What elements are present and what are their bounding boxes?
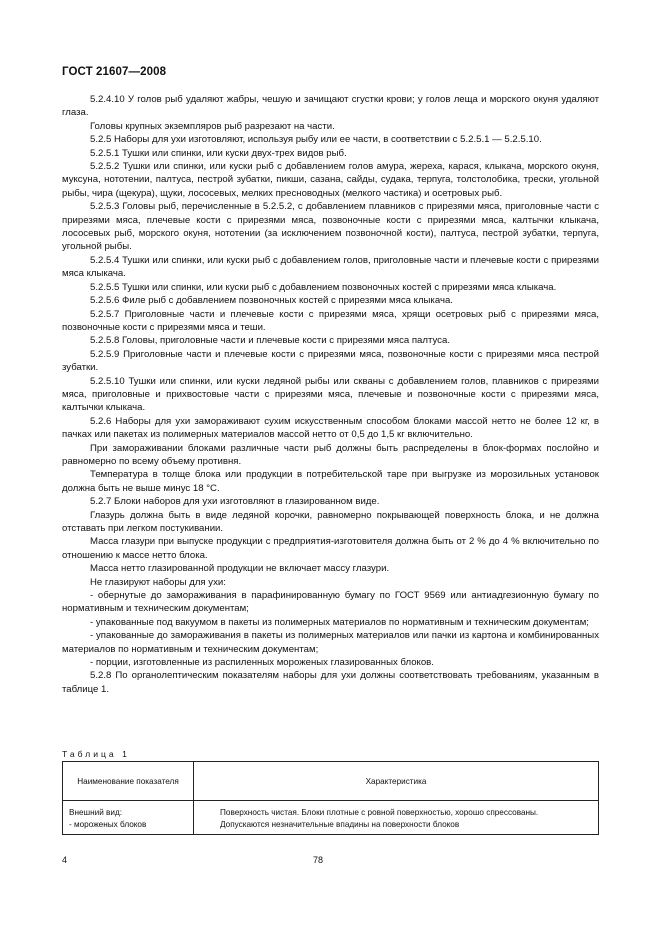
table-caption: Таблица 1	[62, 749, 130, 759]
paragraph: 5.2.5.2 Тушки или спинки, или куски рыб с добавлением голов амура, жереха, карася, клыкача, морского окуня, муксуна, нототении, палтуса, пестрой зубатки, пикши, сазана, сайды, судака, терпуга, толстолобика, трески, угольной рыбы, чира (щекура), щуки, лососевых, мелких пресноводных (мелкого частика) и осетровых рыб.	[62, 161, 599, 199]
paragraph: Глазурь должна быть в виде ледяной корочки, равномерно покрывающей поверхность блока, и не должна отставать при легком постукивании.	[62, 509, 599, 534]
body-text	[62, 93, 599, 696]
paragraph: Масса глазури при выпуске продукции с предприятия-изготовителя должна быть от 2 % до 4 % включительно по отношению к массе нетто блока.	[62, 536, 599, 561]
paragraph: Масса нетто глазированной продукции не включает массу глазури.	[90, 563, 390, 575]
paragraph: 5.2.5.7 Приголовные части и плечевые кости с прирезями мяса, хрящи осетровых рыб с прирезями мяса, позвоночные кости с прирезями мяса и теши.	[62, 308, 599, 333]
paragraph: 5.2.5 Наборы для ухи изготовляют, используя рыбу или ее части, в соответствии с 5.2.5.1 — 5.2.5.10.	[90, 134, 542, 146]
page-number: 78	[313, 855, 324, 865]
table-cell-characteristic	[194, 801, 599, 835]
paragraph: 5.2.5.8 Головы, приголовные части и плечевые кости с прирезями мяса палтуса.	[90, 335, 450, 347]
footer-left-number: 4	[62, 855, 68, 865]
paragraph: 5.2.5.10 Тушки или спинки, или куски ледяной рыбы или скваны с добавлением голов, плавников с прирезями мяса, приголовные и прихвостовые части с прирезями мяса, плечевые и позвоночные кости с прирезями мяса, калтычки клыкача.	[62, 375, 599, 414]
indicator-title: Внешний вид:	[69, 808, 123, 817]
paragraph: 5.2.5.5 Тушки или спинки, или куски рыб с добавлением позвоночных костей с прирезями мяса клыкача.	[90, 281, 557, 293]
paragraph: При замораживании блоками различные части рыб должны быть распределены в блок-формах послойно и равномерно по всему объему противня.	[62, 442, 599, 467]
paragraph: 5.2.7 Блоки наборов для ухи изготовляют в глазированном виде.	[90, 496, 380, 508]
characteristic-text: Поверхность чистая. Блоки плотные с ровной поверхностью, хорошо спрессованы.	[220, 808, 539, 817]
list-item: - упакованные под вакуумом в пакеты из полимерных материалов по нормативным и техническим документам;	[90, 616, 589, 628]
list-item: - порции, изготовленные из распиленных мороженых глазированных блоков.	[90, 657, 434, 669]
list-item: - упакованные до замораживания в пакеты из полимерных материалов или пачки из картона и комбинированных материалов по нормативным и техническим документам;	[62, 630, 599, 655]
indicator-sub: - мороженых блоков	[69, 819, 147, 829]
paragraph: 5.2.4.10 У голов рыб удаляют жабры, чешую и зачищают сгустки крови; у голов леща и морского окуня удаляют глаза.	[62, 94, 599, 119]
paragraph: Головы крупных экземпляров рыб разрезают на части.	[90, 120, 335, 132]
paragraph: 5.2.8 По органолептическим показателям наборы для ухи должны соответствовать требованиям, указанным в таблице 1.	[62, 670, 599, 695]
paragraph: 5.2.5.9 Приголовные части и плечевые кости с прирезями мяса, позвоночные кости с прирезями мяса пестрой зубатки.	[62, 348, 599, 374]
paragraph: 5.2.5.3 Головы рыб, перечисленные в 5.2.5.2, с добавлением плавников с прирезями мяса, приголовные части с прирезями мяса, плечевые кости с прирезями мяса, позвоночные кости с прирезями мяса, калтычки клыкача, лососевых рыб, морского окуня, нототении (за исключением позвоночной кости), палтуса, пестрой зубатки, терпуга, угольной рыбы.	[62, 201, 599, 253]
characteristic-text: Допускаются незначительные впадины на поверхности блоков	[220, 819, 460, 829]
paragraph: Не глазируют наборы для ухи:	[90, 576, 226, 588]
paragraph: Температура в толще блока или продукции в потребительской таре при выгрузке из морозильных установок должна быть не выше минус 18 °С.	[62, 469, 599, 494]
table-cell-indicator	[63, 801, 194, 835]
list-item: - обернутые до замораживания в парафинированную бумагу по ГОСТ 9569 или антиадгезионную бумагу по нормативным и техническим документам;	[62, 590, 599, 615]
table-header-row	[63, 762, 599, 801]
table-row	[63, 801, 599, 835]
table-header-indicator: Наименование показателя	[63, 762, 194, 801]
paragraph: 5.2.5.1 Тушки или спинки, или куски двух-трех видов рыб.	[90, 147, 347, 159]
document-header: ГОСТ 21607—2008	[62, 66, 167, 78]
paragraph: 5.2.5.6 Филе рыб с добавлением позвоночных костей с прирезями мяса клыкача.	[90, 295, 453, 307]
organoleptic-table	[62, 761, 599, 835]
table-header-characteristic: Характеристика	[194, 762, 599, 801]
paragraph: 5.2.6 Наборы для ухи замораживают сухим искусственным способом блоками массой нетто не более 12 кг, в пачках или пакетах из полимерных материалов массой нетто от 0,5 до 1,5 кг включительно.	[62, 415, 599, 441]
paragraph: 5.2.5.4 Тушки или спинки, или куски рыб с добавлением голов, приголовные части и плечевые кости с прирезями мяса клыкача.	[62, 254, 599, 280]
